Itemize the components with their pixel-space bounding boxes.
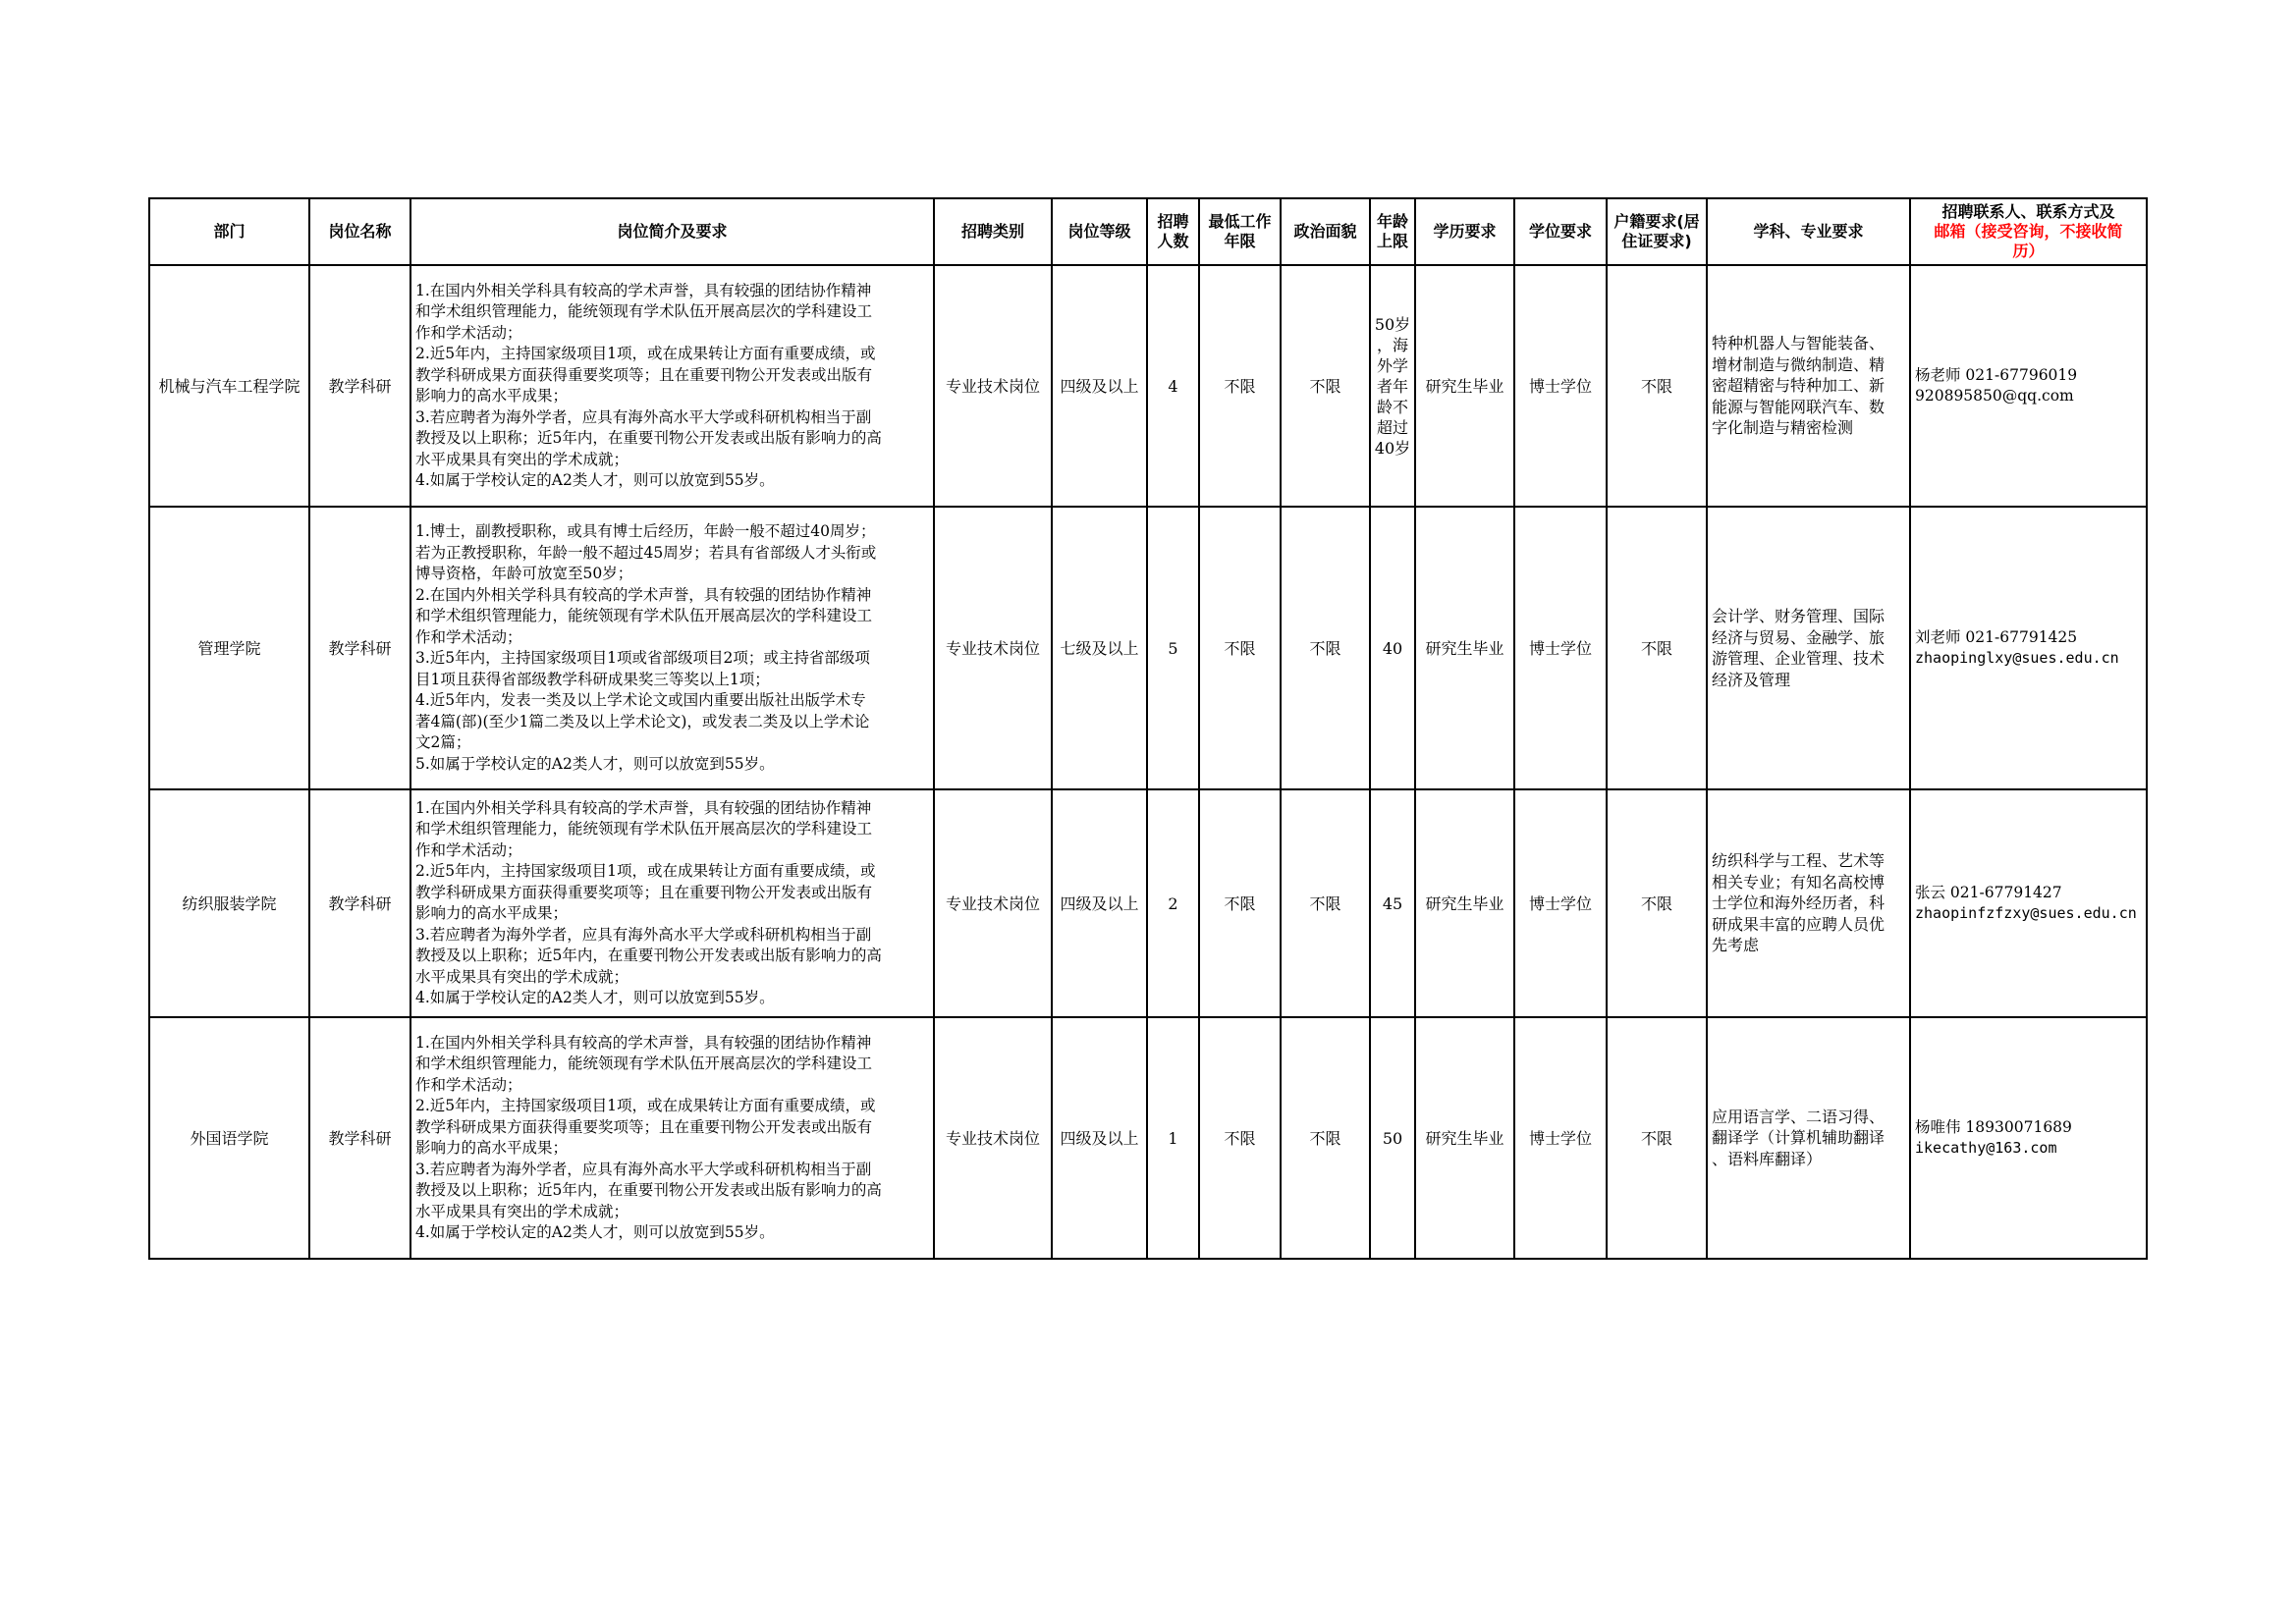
degree-cell: 博士学位 <box>1514 789 1607 1017</box>
header-hukou <box>1607 198 1707 265</box>
contact-name: 杨老师 021-67796019 <box>1915 365 2078 384</box>
table-row <box>149 507 2147 789</box>
desc-line: 4.近5年内，发表一类及以上学术论文或国内重要出版社出版学术专 <box>415 691 866 709</box>
desc-line: 1.博士，副教授职称，或具有博士后经历，年龄一般不超过40周岁； <box>415 522 876 540</box>
age-line: 超过 <box>1376 417 1408 437</box>
political-cell: 不限 <box>1281 789 1370 1017</box>
work-years-cell: 不限 <box>1199 789 1281 1017</box>
subject-line: 相关专业；有知名高校博 <box>1712 872 1886 892</box>
desc-line: 5.如属于学校认定的A2类人才，则可以放宽到55岁。 <box>415 754 775 773</box>
contact-cell <box>1910 265 2147 507</box>
desc-line: 3.若应聘者为海外学者，应具有海外高水平大学或科研机构相当于副 <box>415 1160 872 1178</box>
post-cell: 教学科研 <box>309 265 410 507</box>
desc-line: 作和学术活动； <box>415 840 522 859</box>
category-cell: 专业技术岗位 <box>934 265 1052 507</box>
header-category: 招聘类别 <box>934 198 1052 265</box>
level-cell: 四级及以上 <box>1052 265 1147 507</box>
header-dept: 部门 <box>149 198 309 265</box>
header-age <box>1370 198 1415 265</box>
desc-line: 教授及以上职称；近5年内，在重要刊物公开发表或出版有影响力的高 <box>415 947 882 964</box>
header-hukou-line: 住证要求) <box>1621 232 1692 250</box>
contact-name: 张云 021-67791427 <box>1915 883 2062 901</box>
header-degree: 学位要求 <box>1514 198 1607 265</box>
table-row <box>149 1017 2147 1259</box>
desc-cell <box>410 789 934 1017</box>
desc-line: 教学科研成果方面获得重要奖项等；且在重要刊物公开发表或出版有 <box>415 365 873 384</box>
dept-cell: 外国语学院 <box>149 1017 309 1259</box>
desc-line: 文2篇； <box>415 733 471 751</box>
subject-line: 增材制造与微纳制造、精 <box>1712 354 1886 374</box>
contact-cell <box>1910 1017 2147 1259</box>
desc-line: 博导资格，年龄可放宽至50岁； <box>415 565 633 582</box>
work-years-cell: 不限 <box>1199 265 1281 507</box>
header-age-line: 年龄 <box>1376 212 1408 231</box>
desc-line: 2.近5年内，主持国家级项目1项，或在成果转让方面有重要成绩，或 <box>415 345 876 362</box>
desc-line: 1.在国内外相关学科具有较高的学术声誉，具有较强的团结协作精神 <box>415 281 872 299</box>
political-cell: 不限 <box>1281 1017 1370 1259</box>
edu-cell: 研究生毕业 <box>1415 265 1514 507</box>
subject-line: 能源与智能网联汽车、数 <box>1712 397 1886 416</box>
desc-line: 作和学术活动； <box>415 627 522 646</box>
level-cell: 四级及以上 <box>1052 789 1147 1017</box>
age-line: 龄不 <box>1376 397 1408 416</box>
subject-cell <box>1707 265 1910 507</box>
subject-line: 会计学、财务管理、国际 <box>1712 607 1886 625</box>
subject-line: 士学位和海外经历者，科 <box>1712 893 1886 913</box>
desc-line: 作和学术活动； <box>415 323 522 342</box>
level-cell: 七级及以上 <box>1052 507 1147 789</box>
header-work-line: 年限 <box>1224 232 1256 250</box>
subject-line: 、语料库翻译） <box>1712 1149 1823 1168</box>
header-contact-line: 招聘联系人、联系方式及 <box>1941 202 2115 221</box>
header-count <box>1147 198 1199 265</box>
dept-cell: 纺织服装学院 <box>149 789 309 1017</box>
count-cell: 1 <box>1147 1017 1199 1259</box>
work-years-cell: 不限 <box>1199 507 1281 789</box>
age-line: 50岁 <box>1374 314 1411 334</box>
edu-cell: 研究生毕业 <box>1415 1017 1514 1259</box>
desc-line: 影响力的高水平成果； <box>415 387 569 405</box>
desc-line: 2.近5年内，主持国家级项目1项，或在成果转让方面有重要成绩，或 <box>415 1097 876 1114</box>
age-cell <box>1370 265 1415 507</box>
desc-line: 教授及以上职称；近5年内，在重要刊物公开发表或出版有影响力的高 <box>415 429 882 447</box>
hukou-cell: 不限 <box>1607 1017 1707 1259</box>
desc-line: 教学科研成果方面获得重要奖项等；且在重要刊物公开发表或出版有 <box>415 883 873 901</box>
table-row <box>149 789 2147 1017</box>
age-line: 40 <box>1382 638 1403 658</box>
header-contact-line: 邮箱（接受咨询，不接收简 <box>1934 222 2123 241</box>
header-level: 岗位等级 <box>1052 198 1147 265</box>
desc-line: 2.在国内外相关学科具有较高的学术声誉，具有较强的团结协作精神 <box>415 585 872 604</box>
desc-line: 和学术组织管理能力，能统领现有学术队伍开展高层次的学科建设工 <box>415 820 873 838</box>
desc-line: 4.如属于学校认定的A2类人才，则可以放宽到55岁。 <box>415 1223 775 1241</box>
degree-cell: 博士学位 <box>1514 1017 1607 1259</box>
desc-cell <box>410 265 934 507</box>
desc-line: 水平成果具有突出的学术成就； <box>415 967 629 986</box>
degree-cell: 博士学位 <box>1514 265 1607 507</box>
age-line: 50 <box>1382 1128 1403 1148</box>
desc-line: 4.如属于学校认定的A2类人才，则可以放宽到55岁。 <box>415 989 775 1006</box>
desc-line: 3.若应聘者为海外学者，应具有海外高水平大学或科研机构相当于副 <box>415 407 872 426</box>
contact-email: zhaopinfzfzxy@sues.edu.cn <box>1915 904 2137 922</box>
political-cell: 不限 <box>1281 507 1370 789</box>
desc-line: 水平成果具有突出的学术成就； <box>415 450 629 468</box>
desc-line: 4.如属于学校认定的A2类人才，则可以放宽到55岁。 <box>415 471 775 489</box>
desc-line: 1.在国内外相关学科具有较高的学术声誉，具有较强的团结协作精神 <box>415 798 872 817</box>
age-line: ，海 <box>1376 335 1408 354</box>
table-body <box>149 265 2147 1259</box>
contact-name: 杨唯伟 18930071689 <box>1915 1117 2072 1136</box>
desc-line: 作和学术活动； <box>415 1075 522 1094</box>
desc-line: 著4篇(部)(至少1篇二类及以上学术论文)，或发表二类及以上学术论 <box>415 712 870 730</box>
contact-email: zhaopinglxy@sues.edu.cn <box>1915 649 2119 667</box>
post-cell: 教学科研 <box>309 789 410 1017</box>
subject-line: 密超精密与特种加工、新 <box>1712 376 1886 396</box>
subject-line: 翻译学（计算机辅助翻译 <box>1712 1128 1886 1148</box>
age-cell <box>1370 507 1415 789</box>
count-cell: 5 <box>1147 507 1199 789</box>
age-line: 外学 <box>1376 355 1408 375</box>
subject-line: 游管理、企业管理、技术 <box>1712 649 1886 668</box>
political-cell: 不限 <box>1281 265 1370 507</box>
header-desc: 岗位简介及要求 <box>410 198 934 265</box>
header-edu: 学历要求 <box>1415 198 1514 265</box>
desc-cell <box>410 1017 934 1259</box>
desc-cell <box>410 507 934 789</box>
header-row <box>149 198 2147 265</box>
header-contact <box>1910 198 2147 265</box>
desc-line: 3.近5年内，主持国家级项目1项或省部级项目2项；或主持省部级项 <box>415 649 870 667</box>
desc-line: 教授及以上职称；近5年内，在重要刊物公开发表或出版有影响力的高 <box>415 1181 882 1199</box>
header-count-line: 招聘 <box>1157 212 1189 231</box>
post-cell: 教学科研 <box>309 1017 410 1259</box>
subject-line: 应用语言学、二语习得、 <box>1712 1107 1886 1126</box>
post-cell: 教学科研 <box>309 507 410 789</box>
hukou-cell: 不限 <box>1607 507 1707 789</box>
age-line: 40岁 <box>1374 438 1411 458</box>
desc-line: 1.在国内外相关学科具有较高的学术声誉，具有较强的团结协作精神 <box>415 1033 872 1052</box>
desc-line: 影响力的高水平成果； <box>415 1139 569 1157</box>
header-contact-line: 历） <box>2012 242 2045 260</box>
desc-line: 目1项且获得省部级教学科研成果奖三等奖以上1项； <box>415 670 770 688</box>
header-subject: 学科、专业要求 <box>1707 198 1910 265</box>
header-political: 政治面貌 <box>1281 198 1370 265</box>
category-cell: 专业技术岗位 <box>934 789 1052 1017</box>
subject-line: 先考虑 <box>1712 936 1760 955</box>
subject-line: 纺织科学与工程、艺术等 <box>1712 851 1886 871</box>
contact-email: ikecathy@163.com <box>1915 1139 2057 1157</box>
category-cell: 专业技术岗位 <box>934 1017 1052 1259</box>
desc-line: 影响力的高水平成果； <box>415 904 569 922</box>
dept-cell: 管理学院 <box>149 507 309 789</box>
desc-line: 2.近5年内，主持国家级项目1项，或在成果转让方面有重要成绩，或 <box>415 862 876 880</box>
subject-line: 字化制造与精密检测 <box>1712 418 1854 438</box>
header-work-line: 最低工作 <box>1208 212 1272 231</box>
work-years-cell: 不限 <box>1199 1017 1281 1259</box>
age-cell <box>1370 789 1415 1017</box>
subject-line: 研成果丰富的应聘人员优 <box>1712 914 1886 934</box>
category-cell: 专业技术岗位 <box>934 507 1052 789</box>
header-age-line: 上限 <box>1376 232 1408 250</box>
count-cell: 4 <box>1147 265 1199 507</box>
level-cell: 四级及以上 <box>1052 1017 1147 1259</box>
header-count-line: 人数 <box>1157 232 1189 250</box>
age-cell <box>1370 1017 1415 1259</box>
desc-line: 和学术组织管理能力，能统领现有学术队伍开展高层次的学科建设工 <box>415 607 873 624</box>
hukou-cell: 不限 <box>1607 789 1707 1017</box>
count-cell: 2 <box>1147 789 1199 1017</box>
recruitment-table <box>148 197 2148 1260</box>
table-row <box>149 265 2147 507</box>
desc-line: 水平成果具有突出的学术成就； <box>415 1202 629 1220</box>
contact-cell <box>1910 507 2147 789</box>
subject-line: 经济与贸易、金融学、旅 <box>1712 627 1886 647</box>
desc-line: 和学术组织管理能力，能统领现有学术队伍开展高层次的学科建设工 <box>415 302 873 320</box>
subject-line: 经济及管理 <box>1712 670 1791 689</box>
dept-cell: 机械与汽车工程学院 <box>149 265 309 507</box>
desc-line: 3.若应聘者为海外学者，应具有海外高水平大学或科研机构相当于副 <box>415 925 872 944</box>
desc-line: 和学术组织管理能力，能统领现有学术队伍开展高层次的学科建设工 <box>415 1055 873 1072</box>
contact-cell <box>1910 789 2147 1017</box>
recruitment-sheet <box>148 197 2146 1260</box>
desc-line: 若为正教授职称，年龄一般不超过45周岁；若具有省部级人才头衔或 <box>415 543 877 562</box>
header-work-years <box>1199 198 1281 265</box>
header-post: 岗位名称 <box>309 198 410 265</box>
edu-cell: 研究生毕业 <box>1415 507 1514 789</box>
subject-cell <box>1707 1017 1910 1259</box>
subject-cell <box>1707 507 1910 789</box>
header-hukou-line: 户籍要求(居 <box>1613 212 1700 231</box>
edu-cell: 研究生毕业 <box>1415 789 1514 1017</box>
degree-cell: 博士学位 <box>1514 507 1607 789</box>
subject-line: 特种机器人与智能装备、 <box>1712 334 1886 353</box>
contact-email: 920895850@qq.com <box>1915 387 2074 405</box>
desc-line: 教学科研成果方面获得重要奖项等；且在重要刊物公开发表或出版有 <box>415 1117 873 1136</box>
age-line: 者年 <box>1376 376 1408 396</box>
contact-name: 刘老师 021-67791425 <box>1915 627 2078 646</box>
age-line: 45 <box>1382 893 1403 913</box>
hukou-cell: 不限 <box>1607 265 1707 507</box>
subject-cell <box>1707 789 1910 1017</box>
